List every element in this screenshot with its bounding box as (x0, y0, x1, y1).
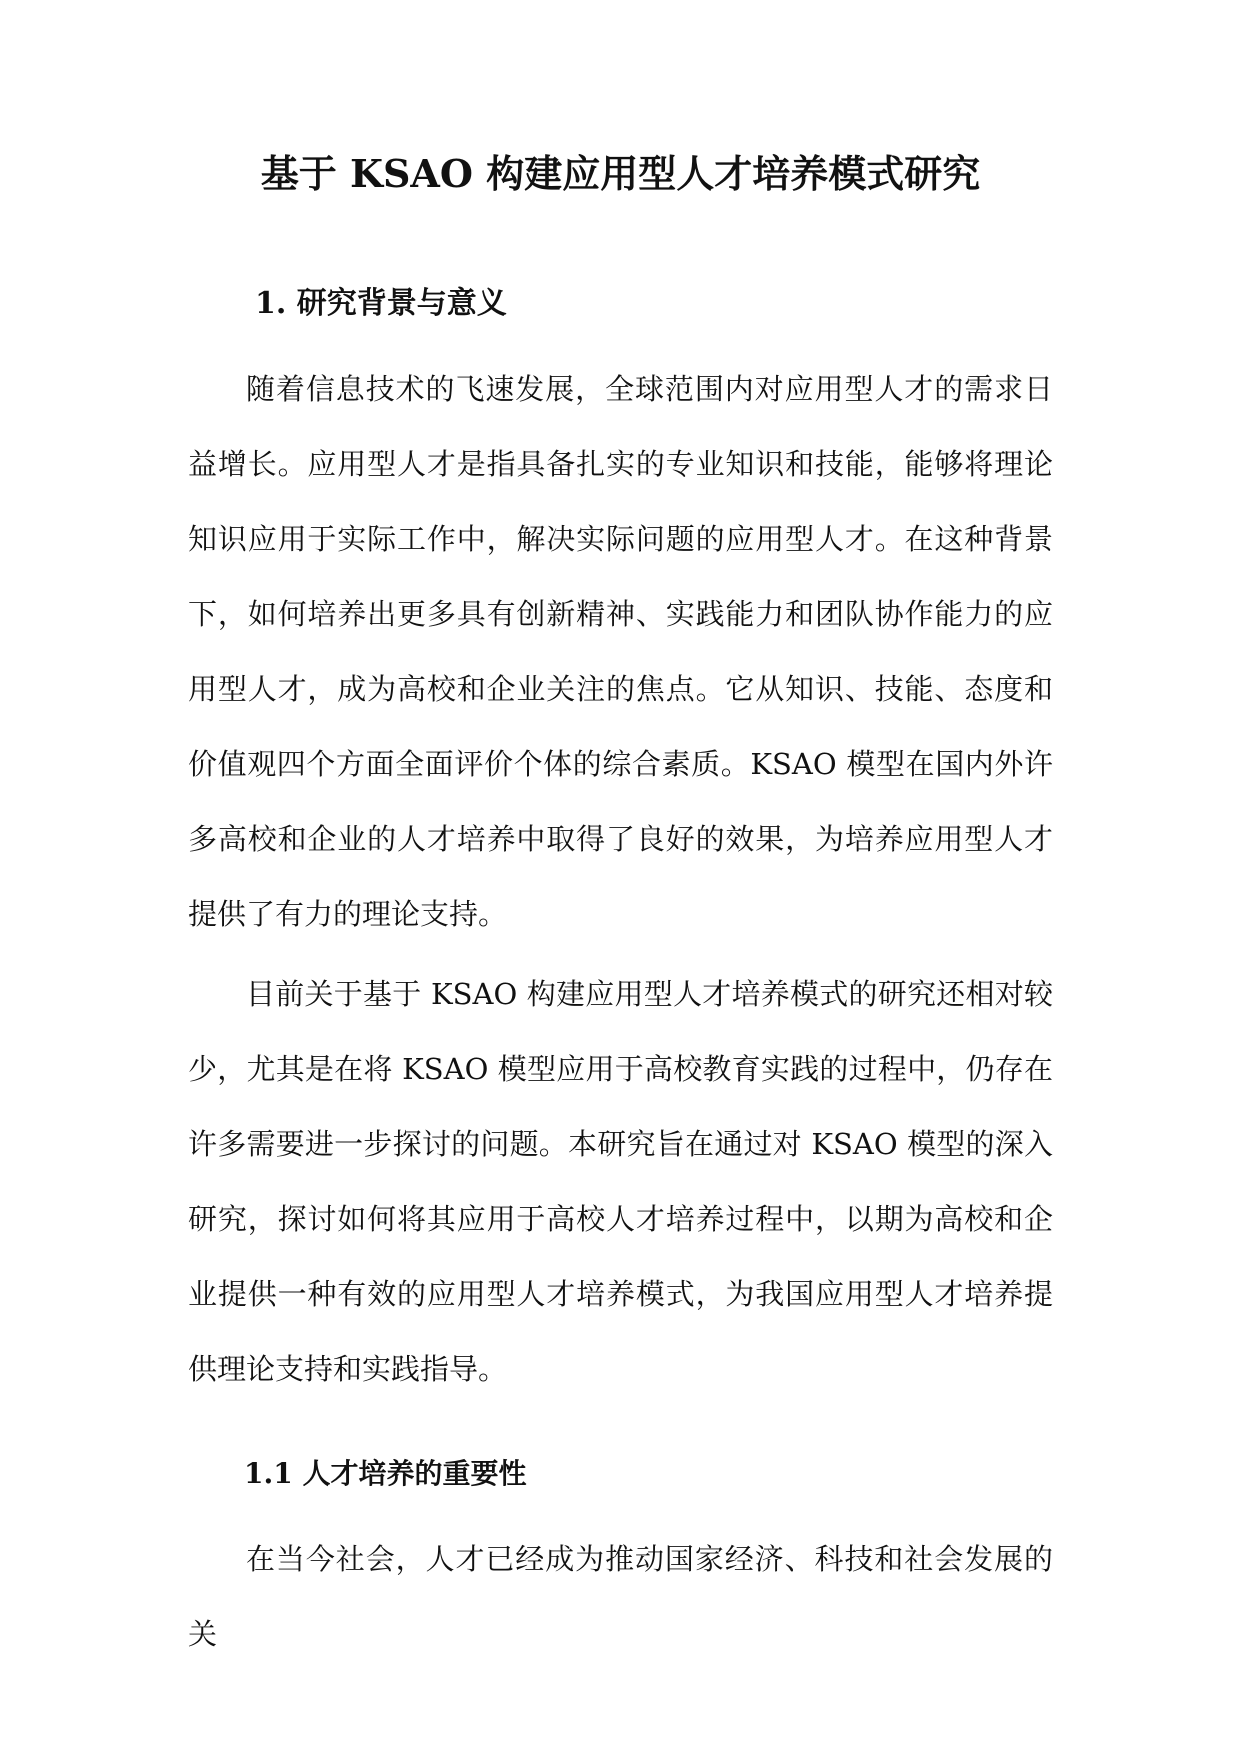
subsection-heading-importance: 1.1 人才培养的重要性 (244, 1457, 527, 1490)
paragraph-background: 随着信息技术的飞速发展，全球范围内对应用型人才的需求日益增长。应用型人才是指具备扎实的专业知识和技能，能够将理论知识应用于实际工作中，解决实际问题的应用型人才。在这种背景下，如何培养出更多具有创新精神、实践能力和团队协作能力的应用型人才，成为高校和企业关注的焦点。它从知识、技能、态度和价值观四个方面全面评价个体的综合素质。KSAO 模型在国内外许多高校和企业的人才培养中取得了良好的效果，为培养应用型人才提供了有力的理论支持。 (188, 372, 1053, 931)
paragraph-research-purpose: 目前关于基于 KSAO 构建应用型人才培养模式的研究还相对较少，尤其是在将 KSAO 模型应用于高校教育实践的过程中，仍存在许多需要进一步探讨的问题。本研究旨在通过对 KSAO 模型的深入研究，探讨如何将其应用于高校人才培养过程中，以期为高校和企业提供一种有效的应用型人才培养模式，为我国应用型人才培养提供理论支持和实践指导。 (188, 977, 1053, 1386)
section-heading-background: 1. 研究背景与意义 (255, 286, 507, 321)
document-title: 基于 KSAO 构建应用型人才培养模式研究 (260, 151, 981, 196)
paragraph-importance: 在当今社会，人才已经成为推动国家经济、科技和社会发展的关 (188, 1542, 1053, 1651)
